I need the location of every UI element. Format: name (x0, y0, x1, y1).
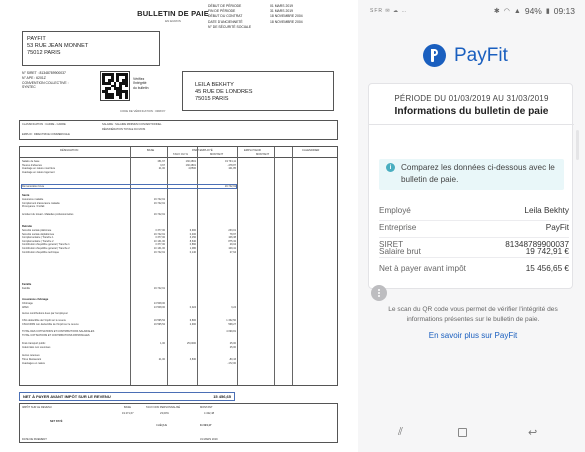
col-employee: PART EMPLOYÉ (192, 149, 213, 152)
employer-box (22, 31, 160, 66)
payslip-currency: EN EUROS (165, 19, 181, 23)
employer-name: PAYFIT (27, 36, 46, 42)
scroll-handle[interactable] (576, 130, 579, 160)
table-cell-rate: 25,0000 (186, 342, 196, 345)
col-rate: TAUX OU % (173, 153, 188, 156)
net-paid-value: 11 024,17 (200, 424, 212, 427)
table-row-label: Prévoyance / Forfait (22, 205, 45, 209)
col-base: BASE (147, 149, 155, 152)
net-before-tax-value: 15 456,65 (213, 394, 231, 399)
table-cell-amount: 25,00 (229, 346, 236, 349)
classification-line: SALAIRE : SALAIRE MINIMUM CONVENTIONNEL (102, 123, 162, 126)
dot-icon (378, 292, 380, 294)
table-cell-rate: 6,900 (189, 229, 196, 232)
table-cell-rate (168, 334, 196, 338)
table-cell-rate: 0,860 (189, 243, 196, 247)
table-row-label: Autres retenues (22, 354, 40, 357)
classification-line: EMPLOI : DIRECTRICE COMMERCIALE (22, 133, 70, 136)
tax-base: 19 271,67 (122, 412, 134, 415)
card-period: PÉRIODE DU 01/03/2019 AU 31/03/2019 (394, 94, 549, 103)
table-row-label: Assurance maladie (22, 198, 44, 201)
employer-details (22, 71, 102, 90)
table-cell-amount: -80,43 (228, 358, 236, 361)
payfit-logo-icon (423, 44, 446, 67)
qr-scan-explanation: Le scan du QR code vous permet de vérifier l'intégrité des informations présentes sur le bulletin de paie. (388, 306, 558, 323)
clock: 09:13 (553, 6, 575, 16)
table-cell-rate: 130,4801 (185, 160, 196, 163)
table-cell-rate: 6,800 (189, 319, 196, 322)
table-cell-base: 19 742,91 (153, 287, 165, 290)
payment-date-value: 31 MARS 2019 (200, 438, 218, 441)
table-cell-base: 3,67 (160, 163, 165, 167)
verification-code: CODE DE VÉRIFICATION : 03RF0Y (120, 109, 166, 113)
back-icon[interactable]: ↩ (528, 427, 538, 439)
table-cell-base: 19 742,91 (153, 198, 165, 201)
section-unemployment: Assurance chômage (22, 298, 49, 301)
field-value: 15 456,65 € (525, 264, 569, 273)
table-row-label: Heures d'absence (22, 163, 43, 167)
net-paid-label: NET PAYÉ (50, 420, 63, 423)
table-row-label: Contribution d'équilibre général | Tranche 1 (22, 243, 70, 247)
table-header (20, 147, 337, 158)
qr-caption-line: l'intégrité (133, 81, 147, 86)
table-row-label: Sécurité sociale déplafonnée (22, 232, 55, 236)
qr-module (125, 96, 128, 99)
table-row-label: APEC (22, 305, 29, 309)
employer-siret: N° SIRET : 81348789900037 (22, 71, 66, 75)
table-cell-base: 10 131,00 (153, 247, 165, 250)
learn-more-link[interactable]: En savoir plus sur PayFit (428, 331, 518, 340)
table-row-label: Contribution d'équilibre général | Tranche 2 (22, 247, 70, 250)
table-cell-base (131, 334, 165, 338)
field-divider (379, 237, 569, 238)
qr-code[interactable] (100, 71, 130, 101)
table-cell-base (131, 362, 165, 366)
table-row-label: TOTAL COTISATIONS ET CONTRIBUTIONS PATRONALES (22, 334, 90, 337)
table-cell-amount (198, 171, 236, 175)
table-cell-base (131, 312, 165, 316)
table-cell-amount: 19 791,11 (225, 160, 236, 163)
table-cell-base: 151,67 (157, 160, 165, 163)
table-cell-amount: 29,04 (229, 243, 236, 247)
payfit-logo (423, 44, 508, 67)
table-cell-rate: 2,900 (189, 322, 196, 326)
column-divider (237, 147, 238, 385)
more-options-button[interactable] (371, 285, 387, 301)
table-row-label: Contribution d'équilibre technique (22, 250, 60, 254)
field-label: Employé (379, 206, 411, 215)
table-cell-amount: 106,38 (228, 236, 236, 240)
dot-icon (378, 295, 380, 297)
table-cell-base: 21,00 (158, 358, 165, 361)
table-cell-rate (168, 287, 196, 291)
employee-box (182, 71, 334, 111)
period-value (270, 25, 348, 30)
table-row-label: Autres contributions dues par l'employeur (22, 312, 68, 315)
table-cell-base (131, 205, 165, 209)
table-row-label: TOTAL DES COTISATIONS ET CONTRIBUTIONS SALARIALES (22, 330, 95, 333)
period-label: FIN DE PÉRIODE (208, 9, 236, 14)
payment-method: CHÈQUE (156, 424, 168, 427)
table-cell-rate: 0,400 (189, 232, 196, 236)
period-label: N° DE SÉCURITÉ SOCIALE (208, 24, 252, 29)
table-cell-base: 13 508,00 (153, 302, 165, 305)
field-label: SIRET (379, 240, 404, 249)
table-cell-amount: 25,00 (229, 342, 236, 345)
period-value: 01 MARS 2019 (270, 4, 293, 8)
classification-line: RÉMUNÉRATION TOTALE DU MOIS (102, 128, 146, 131)
status-bar (358, 0, 585, 24)
section-family: Famille (22, 283, 32, 286)
table-cell-rate (168, 171, 196, 175)
tax-col-base: BASE (124, 406, 131, 409)
table-row-label: Avantages en nature (22, 361, 46, 365)
tax-col-rate: TAUX NON PERSONNALISÉ (146, 406, 181, 409)
field-divider (379, 220, 569, 221)
table-cell-amount: 233,01 (228, 229, 236, 232)
table-cell-base: 19 742,91 (153, 213, 165, 216)
col-employer-amount: MONTANT (256, 153, 270, 156)
field-label: Net à payer avant impôt (379, 264, 466, 273)
table-cell-rate: 3,150 (189, 236, 196, 240)
period-label: DÉBUT DU CONTRAT (208, 14, 243, 19)
employee-name: LEILA BEKHTY (195, 82, 234, 88)
table-cell-base: 3 377,00 (155, 229, 165, 232)
tax-amount: 4 432,48 (204, 412, 215, 415)
qr-caption-line: Vérifiez (133, 77, 145, 81)
table-row-label: Complémentaire | Tranche 2 (22, 239, 54, 243)
table-cell-amount (198, 334, 236, 338)
qr-caption (133, 77, 161, 90)
table-cell-base: 19 595,52 (153, 319, 165, 322)
table-cell-rate: 3,830 (189, 358, 196, 361)
table-cell-rate (168, 312, 196, 316)
compare-info-text: Comparez les données ci-dessous avec le bulletin de paie. (401, 163, 555, 184)
info-icon: i (386, 163, 395, 172)
table-cell-rate: 0,140 (189, 250, 196, 254)
field-gross-salary (379, 247, 569, 259)
table-cell-amount: 4 099,81 (226, 330, 236, 333)
col-designation: DÉSIGNATION (60, 149, 79, 152)
status-notifications: SFR ✉ ☁ … (370, 8, 408, 14)
payslip-title: BULLETIN DE PAIE (137, 9, 209, 18)
dot-icon (378, 289, 380, 291)
period-value: 18 NOVEMBRE 2004 (270, 14, 303, 19)
table-row-label: Complémentaire | Tranche 1 (22, 236, 54, 240)
table-cell-amount: 19 742,91 (224, 185, 236, 188)
table-cell-base: 19 742,91 (153, 250, 165, 254)
table-cell-base: 19 595,52 (153, 322, 165, 326)
field-value: 81348789900037 (505, 240, 569, 249)
col-calendar: CALENDRIER (302, 149, 320, 152)
table-cell-amount: -172,00 (227, 361, 236, 365)
tax-rate: 23,00% (160, 412, 169, 415)
field-value: PayFit (545, 223, 569, 232)
section-retirement: Retraite (22, 225, 33, 228)
table-cell-rate (168, 362, 196, 366)
table-row-label: Frais transport public (22, 342, 46, 345)
table-cell-base: 3 377,00 (155, 243, 165, 247)
table-cell-rate (168, 213, 196, 217)
table-cell-rate (168, 185, 196, 189)
table-cell-amount: 101,85 (228, 167, 236, 171)
bluetooth-icon: ✱ (493, 8, 500, 15)
convention-label: CONVENTION COLLECTIVE : (22, 80, 69, 85)
section-health: Santé (22, 194, 30, 197)
classification-box (19, 120, 338, 140)
table-cell-amount: -478,87 (227, 163, 236, 167)
col-amount: MONTANT (210, 153, 224, 156)
table-cell-amount: 1 332,50 (226, 319, 236, 322)
table-cell-base (131, 171, 165, 175)
payslip-info-card (368, 83, 573, 289)
battery-icon: ▮ (545, 8, 550, 15)
table-cell-base: 10 131,00 (153, 239, 165, 243)
period-info (208, 4, 348, 30)
table-cell-base: 13 508,00 (153, 305, 165, 309)
phone-screen (358, 0, 585, 452)
table-cell-rate (168, 346, 196, 350)
compare-info-box (379, 159, 564, 190)
table-cell-amount: 27,64 (229, 250, 236, 254)
signal-icon: ▲ (513, 7, 521, 15)
table-cell-amount (198, 205, 236, 209)
table-cell-rate: 0,024 (189, 305, 196, 309)
table-row-label: Complément d'assurance maladie (22, 201, 60, 205)
employer-city: 75012 PARIS (27, 50, 61, 57)
recent-apps-icon[interactable]: ⫽ (398, 426, 403, 438)
payment-date-label: DATE DE PAIEMENT (22, 438, 47, 441)
table-cell-base: 3 377,00 (155, 236, 165, 240)
col-employer: EMPLOYEUR (244, 149, 261, 152)
field-value: Leila Bekhty (524, 206, 569, 215)
home-button[interactable] (458, 428, 467, 437)
table-row-label: Sécurité sociale plafonnée (22, 229, 52, 232)
table-cell-base: 21,00 (158, 167, 165, 171)
field-net-before-tax (379, 264, 569, 276)
table-cell-base: 19 742,91 (153, 201, 165, 205)
employer-ape: N° APE : 6201Z (22, 75, 46, 80)
table-row-label: Avantage en nature nourriture (22, 167, 56, 171)
period-value: 18 NOVEMBRE 2004 (270, 19, 303, 24)
payfit-logo-text: PayFit (454, 44, 508, 66)
employer-address: 53 RUE JEAN MONNET (27, 43, 89, 50)
period-label: DATE D'ANCIENNETÉ (208, 19, 243, 24)
table-cell-amount: 3,24 (231, 305, 236, 309)
tax-col-amount: MONTANT (200, 406, 213, 409)
net-before-tax-box (19, 392, 235, 401)
column-divider (274, 147, 275, 385)
table-cell-amount: 568,27 (228, 322, 236, 326)
table-cell-base: 1,00 (160, 342, 165, 345)
period-label: DÉBUT DE PÉRIODE (208, 4, 242, 8)
field-value: 19 742,91 € (525, 247, 569, 256)
table-cell-rate: 8,640 (189, 239, 196, 243)
table-cell-base (131, 185, 165, 189)
card-title: Informations du bulletin de paie (394, 106, 549, 117)
table-cell-rate: 4,8500 (188, 167, 196, 171)
period-value: 31 MARS 2019 (270, 9, 293, 14)
column-divider (292, 147, 293, 385)
table-cell-rate (168, 205, 196, 209)
table-cell-amount (198, 287, 236, 291)
table-row-label: Avantage en nature logement (22, 170, 55, 174)
field-company (379, 223, 569, 235)
table-cell-amount: 875,32 (228, 239, 236, 243)
qr-caption-line: du bulletin (133, 85, 149, 90)
table-row-label: Titres Restaurant (22, 358, 42, 361)
employee-city: 75015 PARIS (195, 96, 229, 103)
table-row-label: Accident du travail - Maladies professionnelles (22, 213, 74, 216)
table-cell-base (131, 346, 165, 350)
table-cell-rate: 1,080 (189, 247, 196, 250)
table-cell-amount (198, 213, 236, 217)
tax-table (19, 403, 338, 443)
table-cell-amount: 109,41 (228, 247, 236, 250)
table-row-label: CSG déductible de l'impôt sur le revenu (22, 319, 66, 322)
field-label: Salaire brut (379, 247, 421, 256)
net-before-tax-label: NET À PAYER AVANT IMPÔT SUR LE REVENU (23, 394, 111, 399)
classification-line: CLASSIFICATION : CADRE - CADRE (22, 123, 66, 126)
table-row-label: Rémunération brute (22, 185, 45, 188)
table-row-label: Famille (22, 287, 31, 290)
android-nav-bar (358, 416, 585, 452)
employee-address: 45 RUE DE LONDRES (195, 89, 253, 96)
field-employee (379, 206, 569, 218)
table-row-label: Chômage (22, 302, 33, 305)
convention-value: SYNTEC (22, 85, 36, 90)
table-cell-base: 19 742,91 (153, 232, 165, 236)
table-row-label: Indemnités non soumises (22, 346, 51, 349)
table-row-label: CSG/CRDS non déductible de l'impôt sur le revenu (22, 322, 79, 326)
table-cell-rate: 130,4801 (185, 163, 196, 167)
table-cell-amount: 78,97 (229, 232, 236, 236)
table-cell-amount (198, 312, 236, 316)
payslip-table (19, 146, 338, 386)
table-row-label: Salaire de base (22, 160, 40, 163)
card-divider (369, 124, 574, 125)
tax-label: IMPÔT SUR LE REVENU (22, 406, 52, 409)
wifi-icon: ◠ (503, 8, 510, 15)
battery-level: 94% (524, 6, 542, 16)
field-label: Entreprise (379, 223, 417, 232)
